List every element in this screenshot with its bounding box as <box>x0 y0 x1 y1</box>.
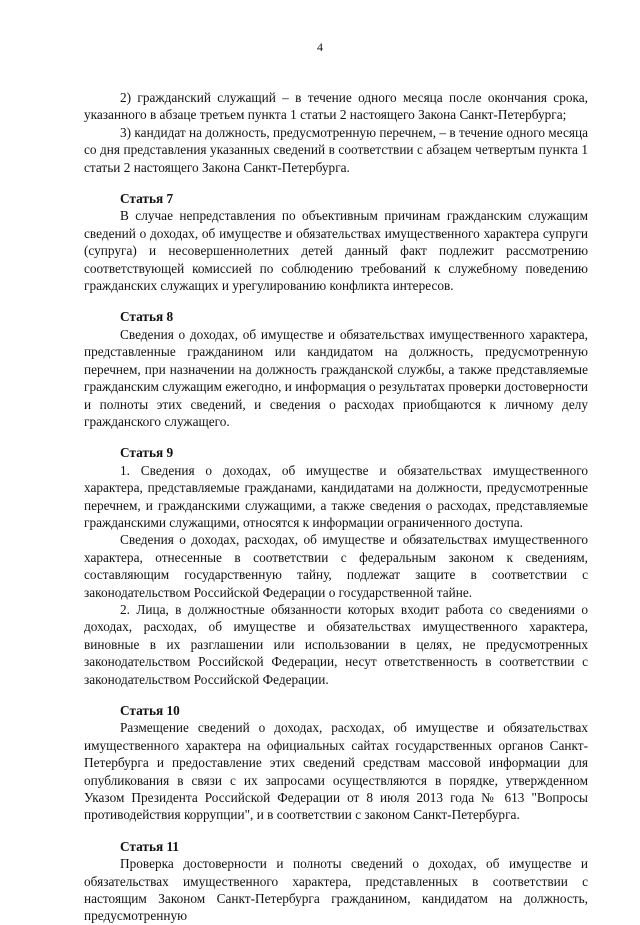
article-9-title: Статья 9 <box>120 445 174 461</box>
article-9-paragraph-2: Сведения о доходах, расходах, об имуществе и обязательствах имущественного характера, отнесенные в соответствии с федеральным законом к сведениям, составляющим государственную тайну, подлежат защите в соответствии с законодательством Российской Федерации о государственной тайне. <box>84 532 588 600</box>
article-10-text: Размещение сведений о доходах, расходах, об имуществе и обязательствах имущественного характера на официальных сайтах государственных органов Санкт-Петербурга и предоставление этих сведений средствам массовой информации для опубликования в связи с их запросами осуществляются в порядке, утвержденном Указом Президента Российской Федерации от 8 июля 2013 года № 613 "Вопросы противодействия коррупции", и в соответствии с законом Санкт-Петербурга. <box>84 720 588 823</box>
intro-item-2: 2) гражданский служащий – в течение одного месяца после окончания срока, указанного в абзаце третьем пункта 1 статьи 2 настоящего Закона Санкт-Петербурга; <box>84 90 588 123</box>
article-9-paragraph-1: 1. Сведения о доходах, об имуществе и обязательствах имущественного характера, представляемые гражданами, кандидатами на должности, предусмотренные перечнем, и гражданскими служащими, а также сведения о расходах, представляемые гражданскими служащими, относятся к информации ограниченного доступа. <box>84 462 588 530</box>
article-9-paragraph-3: 2. Лица, в должностные обязанности которых входит работа со сведениями о доходах, расходах, об имуществе и обязательствах имущественного характера, виновные в их разглашении или использовании в целях, не предусмотренных законодательством Российской Федерации, несут ответственность в соответствии с законодательством Российской Федерации. <box>84 601 588 687</box>
document-body <box>84 89 588 925</box>
article-8-text: Сведения о доходах, об имуществе и обязательствах имущественного характера, представленные гражданином или кандидатом на должность, предусмотренную перечнем, при назначении на должность гражданской службы, а также представляемые гражданским служащим ежегодно, и информация о результатах проверки достоверности и полноты этих сведений, и сведения о расходах приобщаются к личному делу гражданского служащего. <box>84 326 589 429</box>
article-10-title: Статья 10 <box>120 703 180 718</box>
article-8-title: Статья 8 <box>120 309 174 325</box>
article-7-text: В случае непредставления по объективным причинам гражданским служащим сведений о доходах, об имуществе и обязательствах имущественного характера супруги (супруга) и несовершеннолетних детей данный факт подлежит рассмотрению соответствующей комиссией по соблюдению требований к служебному поведению гражданских служащих и урегулированию конфликта интересов. <box>84 208 588 294</box>
article-11-title: Статья 11 <box>120 838 180 854</box>
article-11-text: Проверка достоверности и полноты сведений о доходах, об имуществе и обязательствах имущественного характера, представленных в соответствии с настоящим Законом Санкт-Петербурга гражданином, кандидатом на должность, предусмотренную <box>84 856 588 924</box>
page-number: 4 <box>317 40 323 54</box>
intro-item-3: 3) кандидат на должность, предусмотренную перечнем, – в течение одного месяца со дня представления указанных сведений в соответствии с абзацем четвертым пункта 1 статьи 2 настоящего Закона Санкт-Петербурга. <box>84 124 588 175</box>
article-7-title: Статья 7 <box>120 191 174 207</box>
